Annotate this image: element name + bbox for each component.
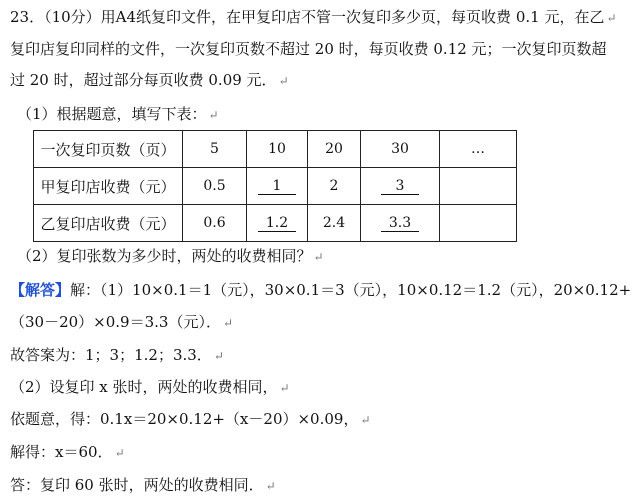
table-cell: … [440,131,517,168]
solution-line-6: 解得：x＝60． ↵ [10,443,125,461]
answer-blank: 1 [258,178,296,195]
table-row-label: 乙复印店收费（元） [34,205,183,242]
table-cell: 20 [308,131,361,168]
paragraph-mark-icon: ↵ [213,349,224,363]
part1-prompt: （1）根据题意，填写下表： ↵ [17,105,219,123]
solution-line-7: 答：复印 60 张时，两处的收费相同． ↵ [10,476,276,494]
table-cell [361,168,440,205]
paragraph-mark-icon: ↵ [279,381,290,395]
table-row-label: 甲复印店收费（元） [34,168,183,205]
problem-text: 过 20 时，超过部分每页收费 0.09 元． [10,71,277,89]
paragraph-mark-icon: ↵ [313,250,324,264]
table-cell: 5 [183,131,247,168]
solution-line-1: 【解答】解：（1）10×0.1＝1（元），30×0.1＝3（元），10×0.12＝1.2（元），20×0.12+ [10,281,632,299]
solution-tag: 【解答】 [10,281,71,299]
table-cell: 0.6 [183,205,247,242]
paragraph-mark-icon: ↵ [606,11,617,25]
problem-line-3 [10,69,289,92]
table-cell: 2 [308,168,361,205]
table-cell: 30 [361,131,440,168]
table-cell [440,205,517,242]
fill-in-table [33,130,517,242]
table-row [34,205,517,242]
answer-blank: 3 [381,178,419,195]
answer-blank: 1.2 [258,215,296,232]
table-row [34,168,517,205]
table-row-label: 一次复印页数（页） [34,131,183,168]
table-cell [247,168,308,205]
problem-text: 23．（10分）用A4纸复印文件，在甲复印店不管一次复印多少页，每页收费 0.1 元，在乙 [10,8,605,26]
table-cell [247,205,308,242]
table-cell: 2.4 [308,205,361,242]
problem-line-1 [10,6,617,29]
table-row [34,131,517,168]
paragraph-mark-icon: ↵ [265,479,276,493]
table-cell: 0.5 [183,168,247,205]
paragraph-mark-icon: ↵ [278,74,289,88]
solution-line-3: 故答案为：1；3；1.2；3.3． ↵ [10,346,224,364]
table-cell [361,205,440,242]
solution-line-2: （30－20）×0.9＝3.3（元）． ↵ [10,313,234,331]
table-cell: 10 [247,131,308,168]
paragraph-mark-icon: ↵ [360,413,371,427]
answer-blank: 3.3 [381,215,419,232]
paragraph-mark-icon: ↵ [222,316,234,330]
solution-line-4: （2）设复印 x 张时，两处的收费相同， ↵ [10,378,290,396]
paragraph-mark-icon: ↵ [208,108,219,122]
solution-line-5: 依题意，得：0.1x＝20×0.12+（x－20）×0.09， ↵ [10,410,371,428]
table-cell [440,168,517,205]
problem-text: 复印店复印同样的文件，一次复印页数不超过 20 时，每页收费 0.12 元；一次复印页数超 [10,40,607,58]
part2-prompt: （2）复印张数为多少时，两处的收费相同？ ↵ [17,247,324,265]
paragraph-mark-icon: ↵ [114,446,125,460]
problem-line-2 [10,38,607,60]
